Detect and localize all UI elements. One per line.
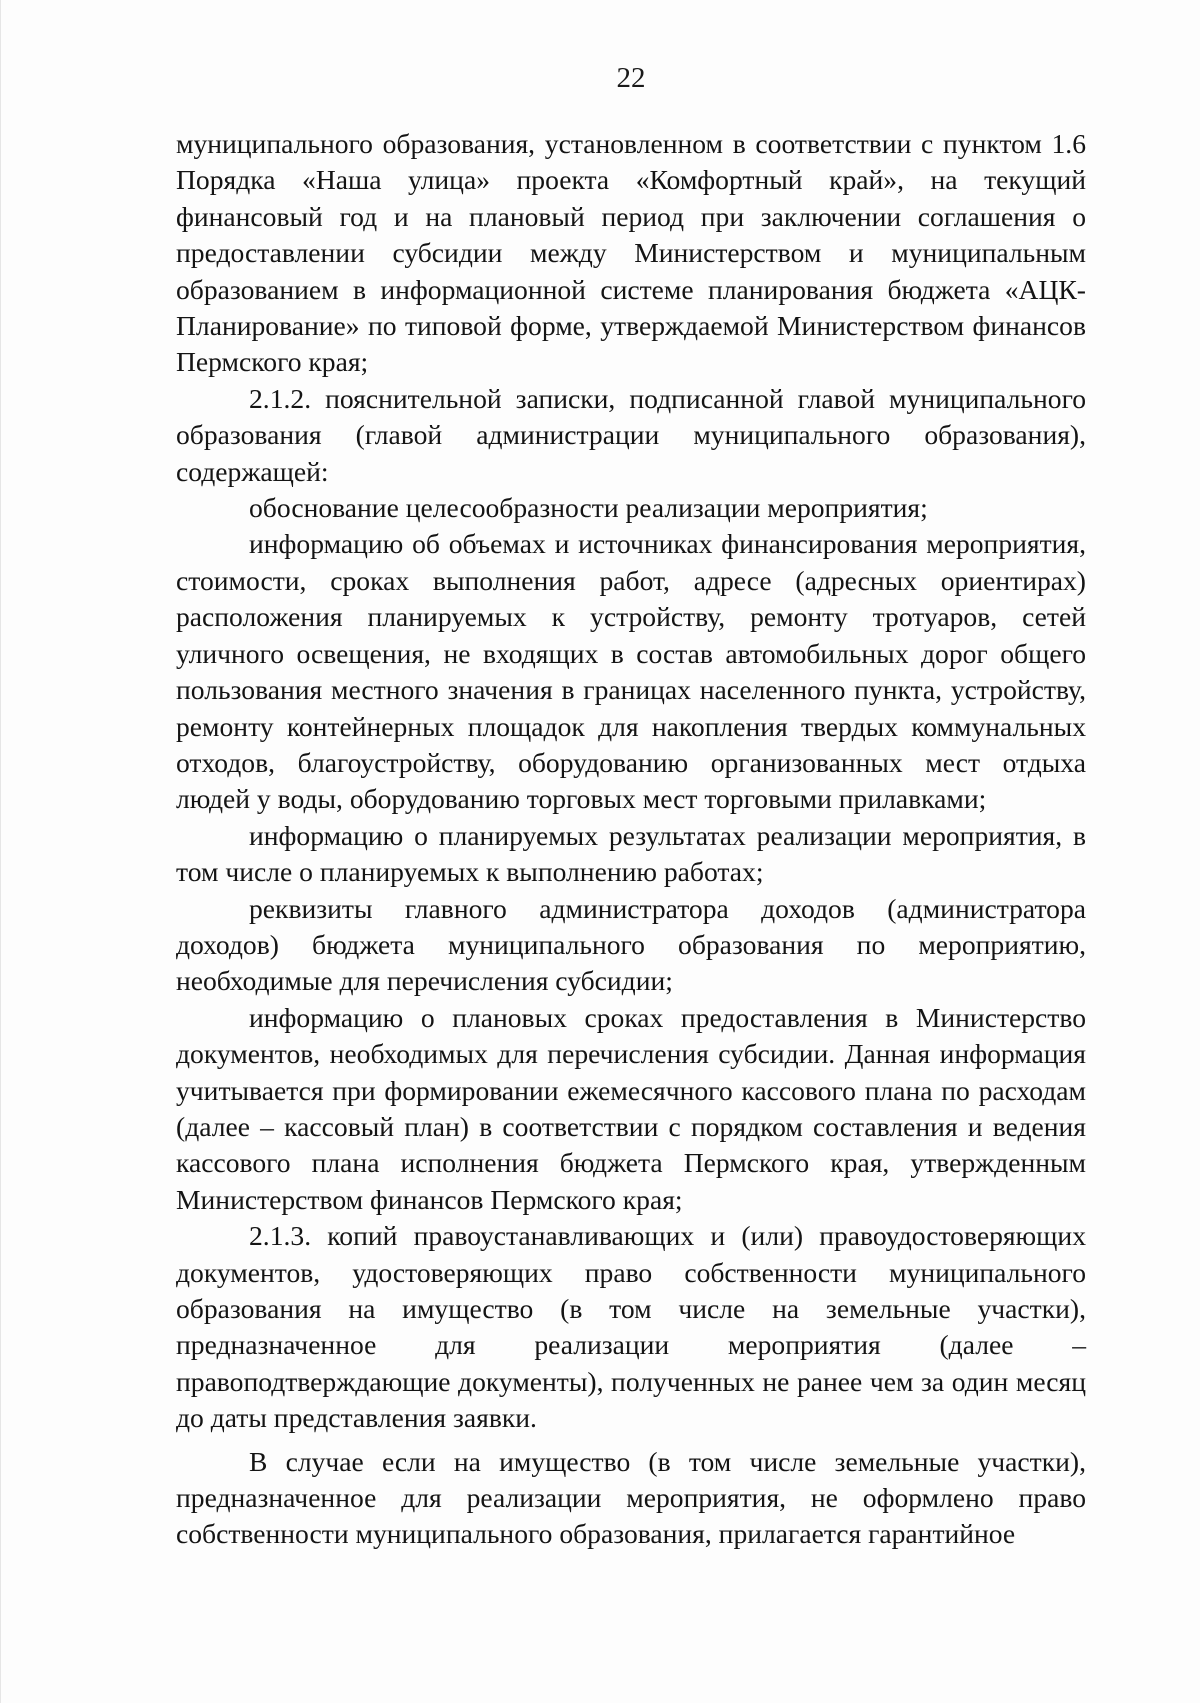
paragraph-planned-terms: информацию о плановых сроках предоставления в Министерство документов, необходимых для перечисления субсидии. Данная информация учитывается при формировании ежемесячного кассового плана по расходам (далее – кассовый план) в соответствии с порядком составления и ведения кассового плана исполнения бюджета Пермского края, утвержденным Министерством финансов Пермского края;: [176, 1001, 1086, 1215]
paragraph-continuation: муниципального образования, установленном в соответствии с пунктом 1.6 Порядка «Наша улица» проекта «Комфортный край», на текущий финансовый год и на плановый период при заключении соглашения о предоставлении субсидии между Министерством и муниципальным образованием в информационной системе планирования бюджета «АЦК-Планирование» по типовой форме, утверждаемой Министерством финансов Пермского края;: [176, 128, 1086, 378]
paragraph-requisites: реквизиты главного администратора доходов (администратора доходов) бюджета муниципального образования по мероприятию, необходимые для перечисления субсидии;: [176, 892, 1086, 997]
paragraph-2-1-3: 2.1.3. копий правоустанавливающих и (или) правоудостоверяющих документов, удостоверяющих право собственности муниципального образования на имущество (в том числе на земельные участки), предназначенное для реализации мероприятия (далее – правоподтверждающие документы), полученных не ранее чем за один месяц до даты представления заявки.: [176, 1220, 1086, 1434]
paragraph-2-1-2: 2.1.2. пояснительной записки, подписанной главой муниципального образования (главой администрации муниципального образования), содержащей:: [176, 382, 1086, 487]
paragraph-guarantee: В случае если на имущество (в том числе земельные участки), предназначенное для реализации мероприятия, не оформлено право собственности муниципального образования, прилагается гарантийное: [176, 1445, 1086, 1550]
paragraph-financing-info: информацию об объемах и источниках финансирования мероприятия, стоимости, сроках выполнения работ, адресе (адресных ориентирах) расположения планируемых к устройству, ремонту тротуаров, сетей уличного освещения, не входящих в состав автомобильных дорог общего пользования местного значения в границах населенного пункта, устройству, ремонту контейнерных площадок для накопления твердых коммунальных отходов, благоустройству, оборудованию организованных мест отдыха людей у воды, оборудованию торговых мест торговыми прилавками;: [176, 528, 1086, 815]
paragraph-justification: обоснование целесообразности реализации мероприятия;: [249, 492, 928, 524]
paragraph-planned-results: информацию о планируемых результатах реализации мероприятия, в том числе о планируемых к выполнению работах;: [176, 819, 1086, 888]
document-body: [176, 126, 1086, 1553]
page-number: 22: [616, 62, 646, 94]
